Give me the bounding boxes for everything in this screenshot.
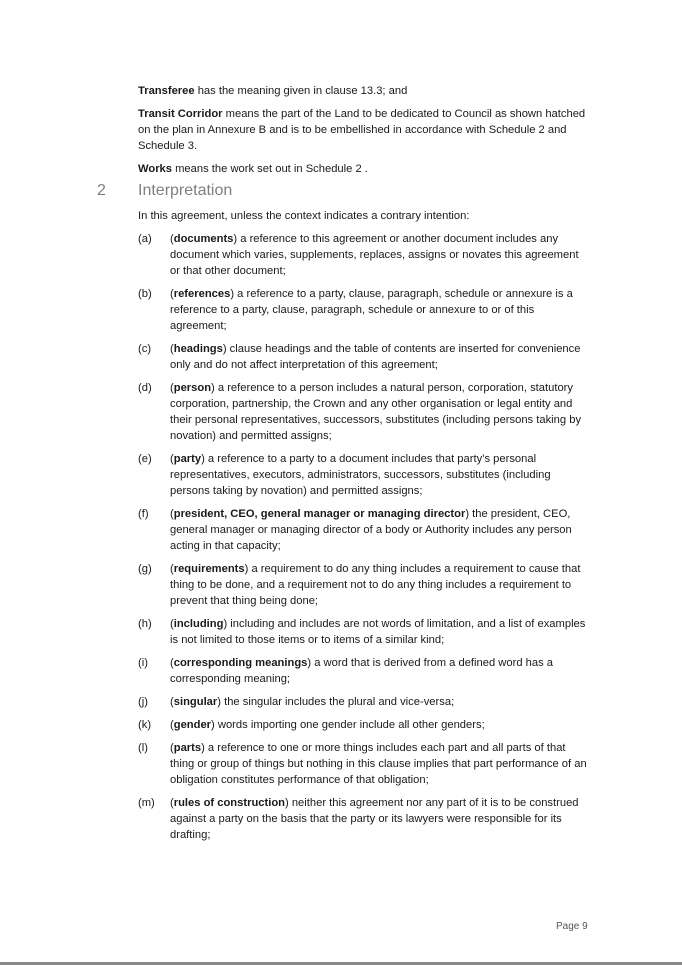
- item-text: ) a requirement to do any thing includes a requirement to cause that thing to be done, and a requirement not to do any thing includes a requirement to prevent that thing being done;: [170, 563, 581, 607]
- definition: [138, 83, 588, 99]
- item-text: ) the president, CEO, general manager or managing director of a body or Authority includes any person acting in that capacity;: [170, 508, 572, 552]
- item-label: (g): [138, 563, 152, 575]
- item-term: party: [173, 453, 202, 465]
- item-body: (requirements) a requirement to do any thing includes a requirement to cause that thing to be done, and a requirement not to do any thing includes a requirement to prevent that thing being done;: [170, 563, 581, 607]
- item-body: (corresponding meanings) a word that is derived from a defined word has a corresponding meaning;: [170, 657, 554, 685]
- item-body: (person) a reference to a person includes a natural person, corporation, statutory corporation, partnership, the Crown and any other organisation or legal entity and their personal representatives, successors, substitutes (including persons taking by novation) and permitted assigns;: [170, 382, 582, 442]
- definition-term: Works: [138, 163, 172, 175]
- list-item: [138, 231, 588, 279]
- item-body: (including) including and includes are not words of limitation, and a list of examples is not limited to those items or to items of a similar kind;: [170, 618, 586, 646]
- page-number: Page 9: [556, 921, 588, 932]
- item-term: rules of construction: [173, 797, 285, 809]
- definitions: [138, 83, 588, 184]
- item-text: ) a word that is derived from a defined word has a corresponding meaning;: [170, 657, 554, 685]
- definition-text: means the part of the Land to be dedicated to Council as shown hatched on the plan in Annexure B and is to be embellished in accordance with Schedule 2 and Schedule 3.: [138, 108, 586, 152]
- list-item: [138, 380, 588, 444]
- item-text: ) neither this agreement nor any part of it is to be construed against a party on the basis that the party or its lawyers were responsible for its drafting;: [170, 797, 579, 841]
- item-body: (references) a reference to a party, clause, paragraph, schedule or annexure is a reference to a party, clause, paragraph, schedule or annexure to or of this agreement;: [170, 288, 573, 332]
- item-term: gender: [173, 719, 212, 731]
- item-body: (party) a reference to a party to a document includes that party’s personal representatives, executors, administrators, successors, substitutes (including persons taking by novation) and permitted assigns;: [170, 453, 551, 497]
- definition: [138, 106, 588, 154]
- item-term: headings: [173, 343, 223, 355]
- item-label: (c): [138, 343, 152, 355]
- definition-text: has the meaning given in clause 13.3; and: [194, 85, 408, 97]
- item-text: ) the singular includes the plural and vice-versa;: [217, 696, 455, 708]
- item-body: (gender) words importing one gender include all other genders;: [170, 719, 485, 731]
- item-term: parts: [173, 742, 202, 754]
- section-heading: [97, 181, 232, 201]
- item-label: (h): [138, 618, 152, 630]
- item-text: ) a reference to a party to a document includes that party’s personal representatives, executors, administrators, successors, substitutes (including persons taking by novation) and permitted assigns;: [170, 453, 551, 497]
- item-term: person: [173, 382, 212, 394]
- item-text: ) a reference to a person includes a natural person, corporation, statutory corporation, partnership, the Crown and any other organisation or legal entity and their personal representatives, successors, substitutes (including persons taking by novation) and permitted assigns;: [170, 382, 582, 442]
- list-item: [138, 694, 588, 710]
- list-item: [138, 506, 588, 554]
- item-label: (m): [138, 797, 155, 809]
- item-label: (f): [138, 508, 149, 520]
- item-text: ) a reference to one or more things includes each part and all parts of that thing or group of things but nothing in this clause implies that part performance of an obligation constitutes performance of that obligation;: [170, 742, 587, 786]
- item-term: president, CEO, general manager or managing director: [173, 508, 466, 520]
- item-text: ) words importing one gender include all other genders;: [211, 719, 485, 731]
- definition: [138, 161, 588, 177]
- item-body: (parts) a reference to one or more things includes each part and all parts of that thing or group of things but nothing in this clause implies that part performance of an obligation constitutes performance of that obligation;: [170, 742, 587, 786]
- item-label: (d): [138, 382, 152, 394]
- item-body: (rules of construction) neither this agreement nor any part of it is to be construed against a party on the basis that the party or its lawyers were responsible for its drafting;: [170, 797, 579, 841]
- item-label: (e): [138, 453, 152, 465]
- definition-term: Transferee: [138, 85, 195, 97]
- item-body: (singular) the singular includes the plural and vice-versa;: [170, 696, 455, 708]
- section-number: 2: [97, 182, 106, 199]
- item-term: corresponding meanings: [173, 657, 308, 669]
- item-body: (headings) clause headings and the table of contents are inserted for convenience only and do not affect interpretation of this agreement;: [170, 343, 581, 371]
- list-item: [138, 616, 588, 648]
- item-label: (k): [138, 719, 152, 731]
- list-item: [138, 655, 588, 687]
- item-term: requirements: [173, 563, 245, 575]
- item-text: ) a reference to a party, clause, paragraph, schedule or annexure is a reference to a party, clause, paragraph, schedule or annexure to or of this agreement;: [170, 288, 573, 332]
- definition-term: Transit Corridor: [138, 108, 223, 120]
- item-label: (i): [138, 657, 148, 669]
- item-term: singular: [173, 696, 218, 708]
- item-body: (documents) a reference to this agreement or another document includes any document which varies, supplements, replaces, assigns or novates this agreement or that other document;: [170, 233, 579, 277]
- item-label: (j): [138, 696, 148, 708]
- list-item: [138, 795, 588, 843]
- definition-text: means the work set out in Schedule 2 .: [172, 163, 368, 175]
- item-text: ) clause headings and the table of contents are inserted for convenience only and do not affect interpretation of this agreement;: [170, 343, 581, 371]
- item-label: (b): [138, 288, 152, 300]
- item-label: (a): [138, 233, 152, 245]
- section-intro: In this agreement, unless the context indicates a contrary intention:: [138, 210, 470, 222]
- item-term: including: [173, 618, 224, 630]
- list-item: [138, 451, 588, 499]
- list-item: [138, 561, 588, 609]
- item-body: (president, CEO, general manager or managing director) the president, CEO, general manager or managing director of a body or Authority includes any person acting in that capacity;: [170, 508, 572, 552]
- interpretation-list: [138, 231, 588, 850]
- list-item: [138, 286, 588, 334]
- list-item: [138, 717, 588, 733]
- list-item: [138, 341, 588, 373]
- section-title: Interpretation: [138, 182, 233, 199]
- item-term: documents: [173, 233, 234, 245]
- item-term: references: [173, 288, 231, 300]
- item-text: ) including and includes are not words of limitation, and a list of examples is not limited to those items or to items of a similar kind;: [170, 618, 586, 646]
- item-text: ) a reference to this agreement or another document includes any document which varies, supplements, replaces, assigns or novates this agreement or that other document;: [170, 233, 579, 277]
- item-label: (l): [138, 742, 148, 754]
- list-item: [138, 740, 588, 788]
